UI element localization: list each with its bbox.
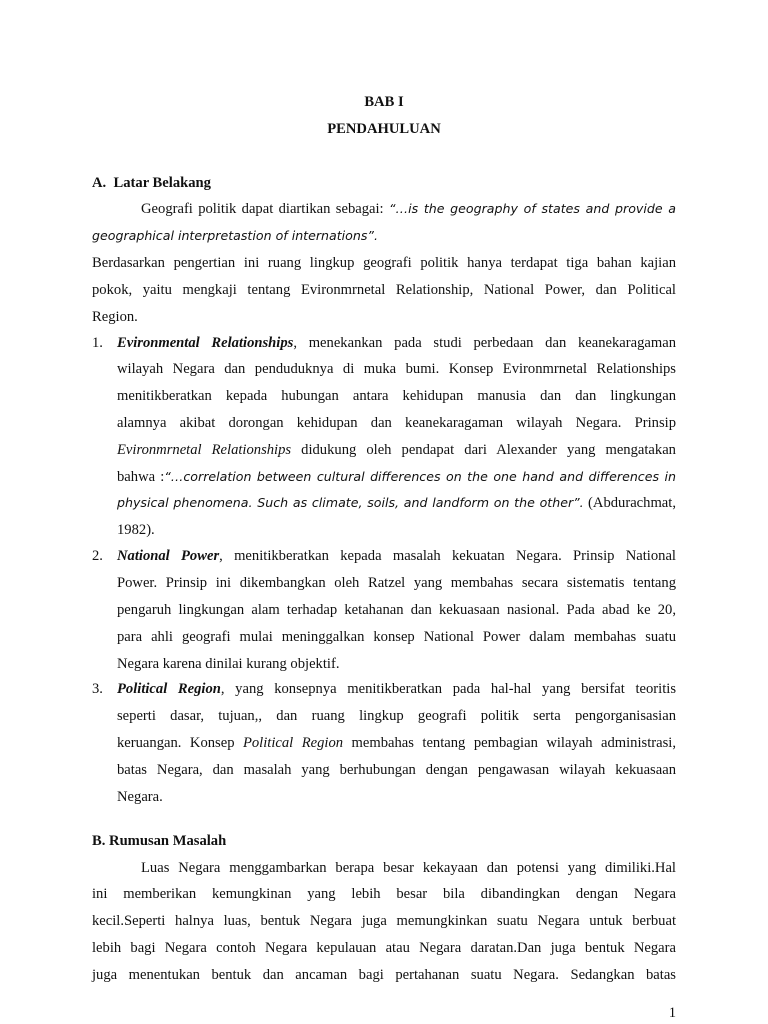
para-line-1: Berdasarkan pengertian ini ruang lingkup geografi politik hanya terdapat tiga bahan kajian [92,255,676,271]
item2-line-2: Power. Prinsip ini dikembangkan oleh Ratzel yang membahas secara sistematis tentang [117,575,676,591]
section-a-label: A. [92,175,107,191]
section-b-line-2: ini memberikan kemungkinan yang lebih besar bila dibandingkan dengan Negara [92,886,676,902]
item1-quote-end: physical phenomena. Such as climate, soils, and landform on the other”. [117,495,584,510]
section-b-line-4: lebih bagi Negara contoh Negara kepulauan atau Negara daratan.Dan juga bentuk Negara [92,940,676,956]
chapter-title: PENDAHULUAN [327,121,441,137]
item1-term: Evironmental Relationships [117,335,294,351]
section-b-line-1: Luas Negara menggambarkan berapa besar kekayaan dan potensi yang dimiliki.Hal [141,860,676,876]
item2-line-5: Negara karena dinilai kurang objektif. [117,656,340,672]
chapter-number: BAB I [364,94,404,110]
item1-line-4: alamnya akibat dorongan kehidupan dan keanekaragaman wilayah Negara. Prinsip [117,415,676,431]
section-a-title: Latar Belakang [113,175,211,191]
item1-text: , menekankan pada studi perbedaan dan keanekaragaman [293,335,676,351]
intro-quote-end: geographical interpretastion of internations”. [92,228,378,243]
item1-line-2: wilayah Negara dan penduduknya di muka bumi. Konsep Evironmrnetal Relationships [117,361,676,377]
item1-line-6 [117,470,676,485]
item3-line-2: seperti dasar, tujuan,, dan ruang lingkup geografi politik serta pengorganisasian [117,708,676,724]
intro-text: Geografi politik dapat diartikan sebagai: [141,201,389,217]
para-line-3: Region. [92,309,138,325]
item3-term-italic: Political Region [242,735,344,751]
item3-line-5: Negara. [117,789,163,805]
item3-text: , yang konsepnya menitikberatkan pada hal-hal yang bersifat teoritis [220,681,677,697]
item1-line-8: 1982). [117,522,155,538]
item1-bahwa: bahwa : [117,469,165,485]
item1-quote-start: “…correlation between cultural differences on the one hand and differences in [164,469,676,484]
section-a-heading [92,176,211,191]
item3-line-3 [117,736,676,751]
item1-line-1 [117,336,676,351]
para-line-2: pokok, yaitu mengkaji tentang Evironmrnetal Relationship, National Power, dan Political [92,282,676,298]
item2-line-4: para ahli geografi mulai meninggalkan konsep National Power dalam membahas suatu [117,629,676,645]
item1-line-3: menitikberatkan kepada hubungan antara kehidupan manusia dan dan lingkungan [117,388,676,404]
item3-term: Political Region [117,681,221,697]
item3-line-4: batas Negara, dan masalah yang berhubungan dengan pengawasan wilayah kekuasaan [117,762,676,778]
item1-line-7 [117,496,676,511]
section-b-line-5: juga menentukan bentuk dan ancaman bagi pertahanan suatu Negara. Sedangkan batas [92,967,676,983]
item1-line-5 [117,443,676,458]
item3-line-1 [117,682,676,697]
item2-text: , menitikberatkan kepada masalah kekuatan Negara. Prinsip National [219,548,676,564]
item1-text-2: didukung oleh pendapat dari Alexander yang mengatakan [291,442,676,458]
intro-quote-start: “…is the geography of states and provide a [388,201,677,216]
item2-line-3: pengaruh lingkungan alam terhadap ketahanan dan kekuasaan nasional. Pada abad ke 20, [117,602,676,618]
item1-citation: (Abdurachmat, [583,495,676,511]
section-b-line-3: kecil.Seperti halnya luas, bentuk Negara juga memungkinkan suatu Negara untuk berbuat [92,913,676,929]
section-b-heading: B. Rumusan Masalah [92,833,227,849]
intro-line-1 [141,202,676,217]
page-number: 1 [668,1005,676,1021]
item2-term: National Power [117,548,220,564]
item2-line-1 [117,549,676,564]
list-number-1: 1. [92,335,103,351]
item3-text-2: membahas tentang pembagian wilayah administrasi, [343,735,676,751]
list-number-2: 2. [92,548,103,564]
item3-konsep: keruangan. Konsep [117,735,243,751]
list-number-3: 3. [92,681,103,697]
intro-line-2 [92,229,378,244]
item1-term-italic: Evironmrnetal Relationships [117,442,292,458]
